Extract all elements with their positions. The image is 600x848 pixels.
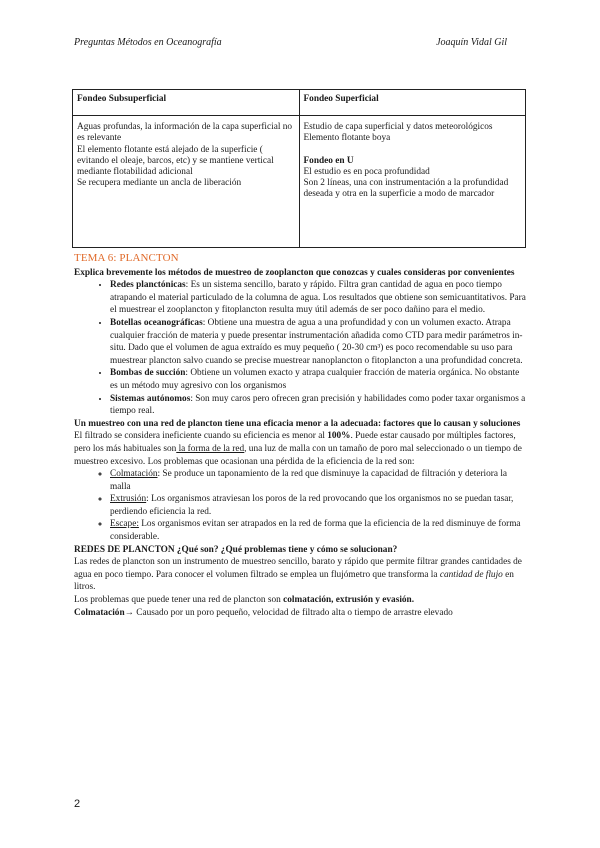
question-2: Un muestreo con una red de plancton tiene una eficacia menor a la adecuada: factores que lo causan y soluciones bbox=[74, 418, 521, 429]
text-run: 100% bbox=[327, 431, 351, 442]
question-1: Explica brevemente los métodos de muestreo de zooplancton que conozcas y cuales consideras por convenientes bbox=[74, 267, 515, 278]
header-left: Preguntas Métodos en Oceanografía bbox=[74, 37, 222, 48]
list-item bbox=[110, 367, 528, 392]
q2-list bbox=[74, 468, 528, 544]
list-item bbox=[110, 317, 528, 367]
header-right: Joaquín Vidal Gil bbox=[436, 37, 507, 48]
col2-sub-line: Son 2 líneas, una con instrumentación a la profundidad deseada y otra en la superficie a modo de marcador bbox=[303, 178, 511, 200]
item-term: Sistemas autónomos bbox=[110, 393, 191, 404]
col2-line: Estudio de capa superficial y datos meteorológicos bbox=[303, 122, 493, 132]
col1-line: Aguas profundas, la información de la capa superficial no es relevante bbox=[77, 122, 295, 144]
item-term: Colmatación bbox=[110, 469, 158, 480]
text-run: en litros. bbox=[74, 569, 514, 593]
text-run: El filtrado se considera ineficiente cuando su eficiencia es menor al bbox=[74, 431, 328, 442]
item-text: Los organismos evitan ser atrapados en la red de forma que la eficiencia de la red disminuye de forma considerable. bbox=[110, 519, 521, 543]
col2-sub-line: El estudio es en poca profundidad bbox=[303, 166, 430, 177]
item-text: : Obtiene una muestra de agua a una profundidad y con un volumen exacto. Atrapa cualquier fracción de materia y puede presentar instrumentación añadida como CTD para medir parámetros in-situ. Dado que el volumen de agua extraído es muy pequeño ( 20-30 cm³) es poco recomendable su uso para muestrear plancton salvo cuando se precise muestrear nanoplancton o fitoplancton a una profundidad concreta. bbox=[110, 317, 523, 366]
text-run: Las redes de plancton son un instrumento de muestreo sencillo, barato y rápido que permite filtrar grandes cantidades de agua en poco tiempo. Para conocer el volumen filtrado se emplea un flujómetro que transforma la bbox=[74, 557, 522, 580]
text-run: la forma de la red bbox=[176, 443, 245, 454]
col2-line: Elemento flotante boya bbox=[303, 133, 391, 144]
fondeo-table bbox=[72, 89, 526, 248]
item-text: : Los organismos atraviesan los poros de la red provocando que los organismos no se puedan tasar, perdiendo eficiencia la red. bbox=[110, 494, 514, 517]
col2-sub-title: Fondeo en U bbox=[303, 155, 354, 166]
q3-paragraph-1 bbox=[74, 556, 528, 594]
col1-line: Se recupera mediante un ancla de liberación bbox=[77, 178, 242, 189]
item-text: : Es un sistema sencillo, barato y rápido. Filtra gran cantidad de agua en poco tiempo atrapando el material particulado de la columna de agua. Los resultados que obtiene son semicuantitativos. Para el muestrear el zooplancton y fitoplancton resulta muy útil además de ser poco dañino para el medio. bbox=[110, 280, 526, 316]
item-term: Bombas de succión bbox=[110, 368, 186, 379]
q3-paragraph-2 bbox=[74, 594, 528, 607]
col1-line: El elemento flotante está alejado de la superficie ( evitando el oleaje, barcos, etc) y se mantiene vertical mediante flotabilidad adicional bbox=[77, 144, 277, 178]
col1-cell bbox=[73, 116, 300, 248]
item-term: Botellas oceanográficas bbox=[110, 317, 203, 328]
page-number: 2 bbox=[74, 798, 81, 810]
list-item bbox=[110, 468, 528, 493]
text-run: . Puede estar causado por múltiples factores, pero los más habituales son bbox=[74, 431, 516, 454]
text-run: Colmatación bbox=[74, 607, 125, 618]
question-3: REDES DE PLANCTON ¿Qué son? ¿Qué problemas tiene y cómo se solucionan? bbox=[74, 544, 398, 555]
text-run: Los problemas que puede tener una red de plancton son bbox=[74, 595, 284, 606]
q3-paragraph-3 bbox=[74, 607, 528, 620]
section-title: TEMA 6: PLANCTON bbox=[74, 252, 179, 264]
main-content bbox=[74, 252, 528, 619]
list-item bbox=[110, 493, 528, 518]
page-header bbox=[74, 37, 520, 48]
item-term: Escape: bbox=[110, 519, 139, 530]
text-run: , una luz de malla con un tamaño de poro mal seleccionado o un tiempo de muestreo excesivo. Los problemas que ocasionan una pérdida de la eficiencia de la red son: bbox=[74, 443, 522, 467]
item-text: : Se produce un taponamiento de la red que disminuye la capacidad de filtración y deteriora la malla bbox=[110, 469, 508, 492]
list-item bbox=[110, 393, 528, 418]
list-item bbox=[110, 279, 528, 317]
item-text: : Son muy caros pero ofrecen gran precisión y habilidades como poder taxar organismos a tiempo real. bbox=[110, 393, 526, 417]
text-run: Causado por un poro pequeño, velocidad de filtrado alta o tiempo de arrastre elevado bbox=[133, 607, 453, 618]
item-text: : Obtiene un volumen exacto y atrapa cualquier fracción de materia orgánica. No obstante es un método muy agresivo con los organismos bbox=[110, 368, 520, 391]
q2-paragraph bbox=[74, 430, 528, 468]
text-run: colmatación, extrusión y evasión. bbox=[283, 595, 415, 606]
col1-header: Fondeo Subsuperficial bbox=[73, 90, 300, 116]
text-run: cantidad de flujo bbox=[439, 569, 503, 580]
item-term: Extrusión bbox=[110, 494, 147, 505]
col2-cell bbox=[299, 116, 526, 248]
col2-header: Fondeo Superficial bbox=[299, 90, 526, 116]
arrow-icon: → bbox=[124, 607, 134, 618]
item-term: Redes planctónicas bbox=[110, 280, 186, 291]
list-item bbox=[110, 518, 528, 543]
q1-list bbox=[74, 279, 528, 418]
